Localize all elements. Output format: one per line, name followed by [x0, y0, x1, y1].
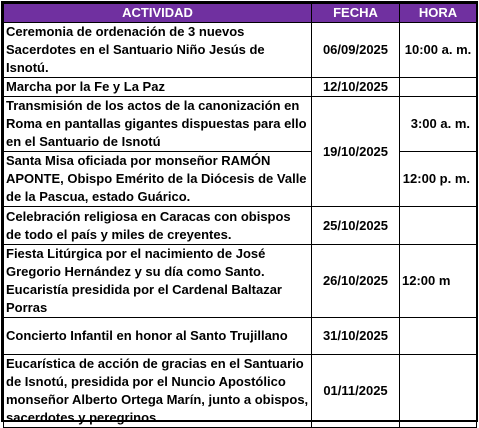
- schedule-table: [3, 3, 477, 428]
- fecha-cell: 12/10/2025: [312, 78, 400, 97]
- header-actividad: ACTIVIDAD: [4, 4, 312, 23]
- actividad-cell: Transmisión de los actos de la canonización en Roma en pantallas gigantes dispuestas para ello en el Santuario de Isnotú: [4, 97, 312, 152]
- table-row: [4, 245, 477, 318]
- table-row: [4, 207, 477, 245]
- fecha-cell: 26/10/2025: [312, 245, 400, 318]
- fecha-cell: 19/10/2025: [312, 97, 400, 207]
- table-row: [4, 78, 477, 97]
- table-row: [4, 318, 477, 355]
- hora-cell: 10:00 a. m.: [400, 23, 477, 78]
- table-row: [4, 23, 477, 78]
- hora-cell: [400, 355, 477, 428]
- actividad-cell: Santa Misa oficiada por monseñor RAMÓN APONTE, Obispo Emérito de la Diócesis de Valle de la Pascua, estado Guárico.: [4, 152, 312, 207]
- actividad-cell: Celebración religiosa en Caracas con obispos de todo el país y miles de creyentes.: [4, 207, 312, 245]
- hora-cell: 12:00 p. m.: [400, 152, 477, 207]
- actividad-cell: Eucarística de acción de gracias en el Santuario de Isnotú, presidida por el Nuncio Apostólico monseñor Alberto Ortega Marín, junto a obispos, sacerdotes y peregrinos.: [4, 355, 312, 428]
- actividad-cell: Marcha por la Fe y La Paz: [4, 78, 312, 97]
- schedule-frame: [1, 1, 478, 425]
- hora-cell: [400, 318, 477, 355]
- actividad-cell: Concierto Infantil en honor al Santo Trujillano: [4, 318, 312, 355]
- fecha-cell: 25/10/2025: [312, 207, 400, 245]
- hora-cell: 12:00 m: [400, 245, 477, 318]
- header-row: [4, 4, 477, 23]
- table-row: [4, 355, 477, 428]
- fecha-cell: 01/11/2025: [312, 355, 400, 428]
- header-hora: HORA: [400, 4, 477, 23]
- table-row: [4, 152, 477, 207]
- hora-cell: [400, 207, 477, 245]
- actividad-cell: Fiesta Litúrgica por el nacimiento de José Gregorio Hernández y su día como Santo. Eucaristía presidida por el Cardenal Baltazar Porras: [4, 245, 312, 318]
- table-row: [4, 97, 477, 152]
- fecha-cell: 06/09/2025: [312, 23, 400, 78]
- hora-cell: [400, 78, 477, 97]
- actividad-cell: Ceremonia de ordenación de 3 nuevos Sacerdotes en el Santuario Niño Jesús de Isnotú.: [4, 23, 312, 78]
- fecha-cell: 31/10/2025: [312, 318, 400, 355]
- header-fecha: FECHA: [312, 4, 400, 23]
- hora-cell: 3:00 a. m.: [400, 97, 477, 152]
